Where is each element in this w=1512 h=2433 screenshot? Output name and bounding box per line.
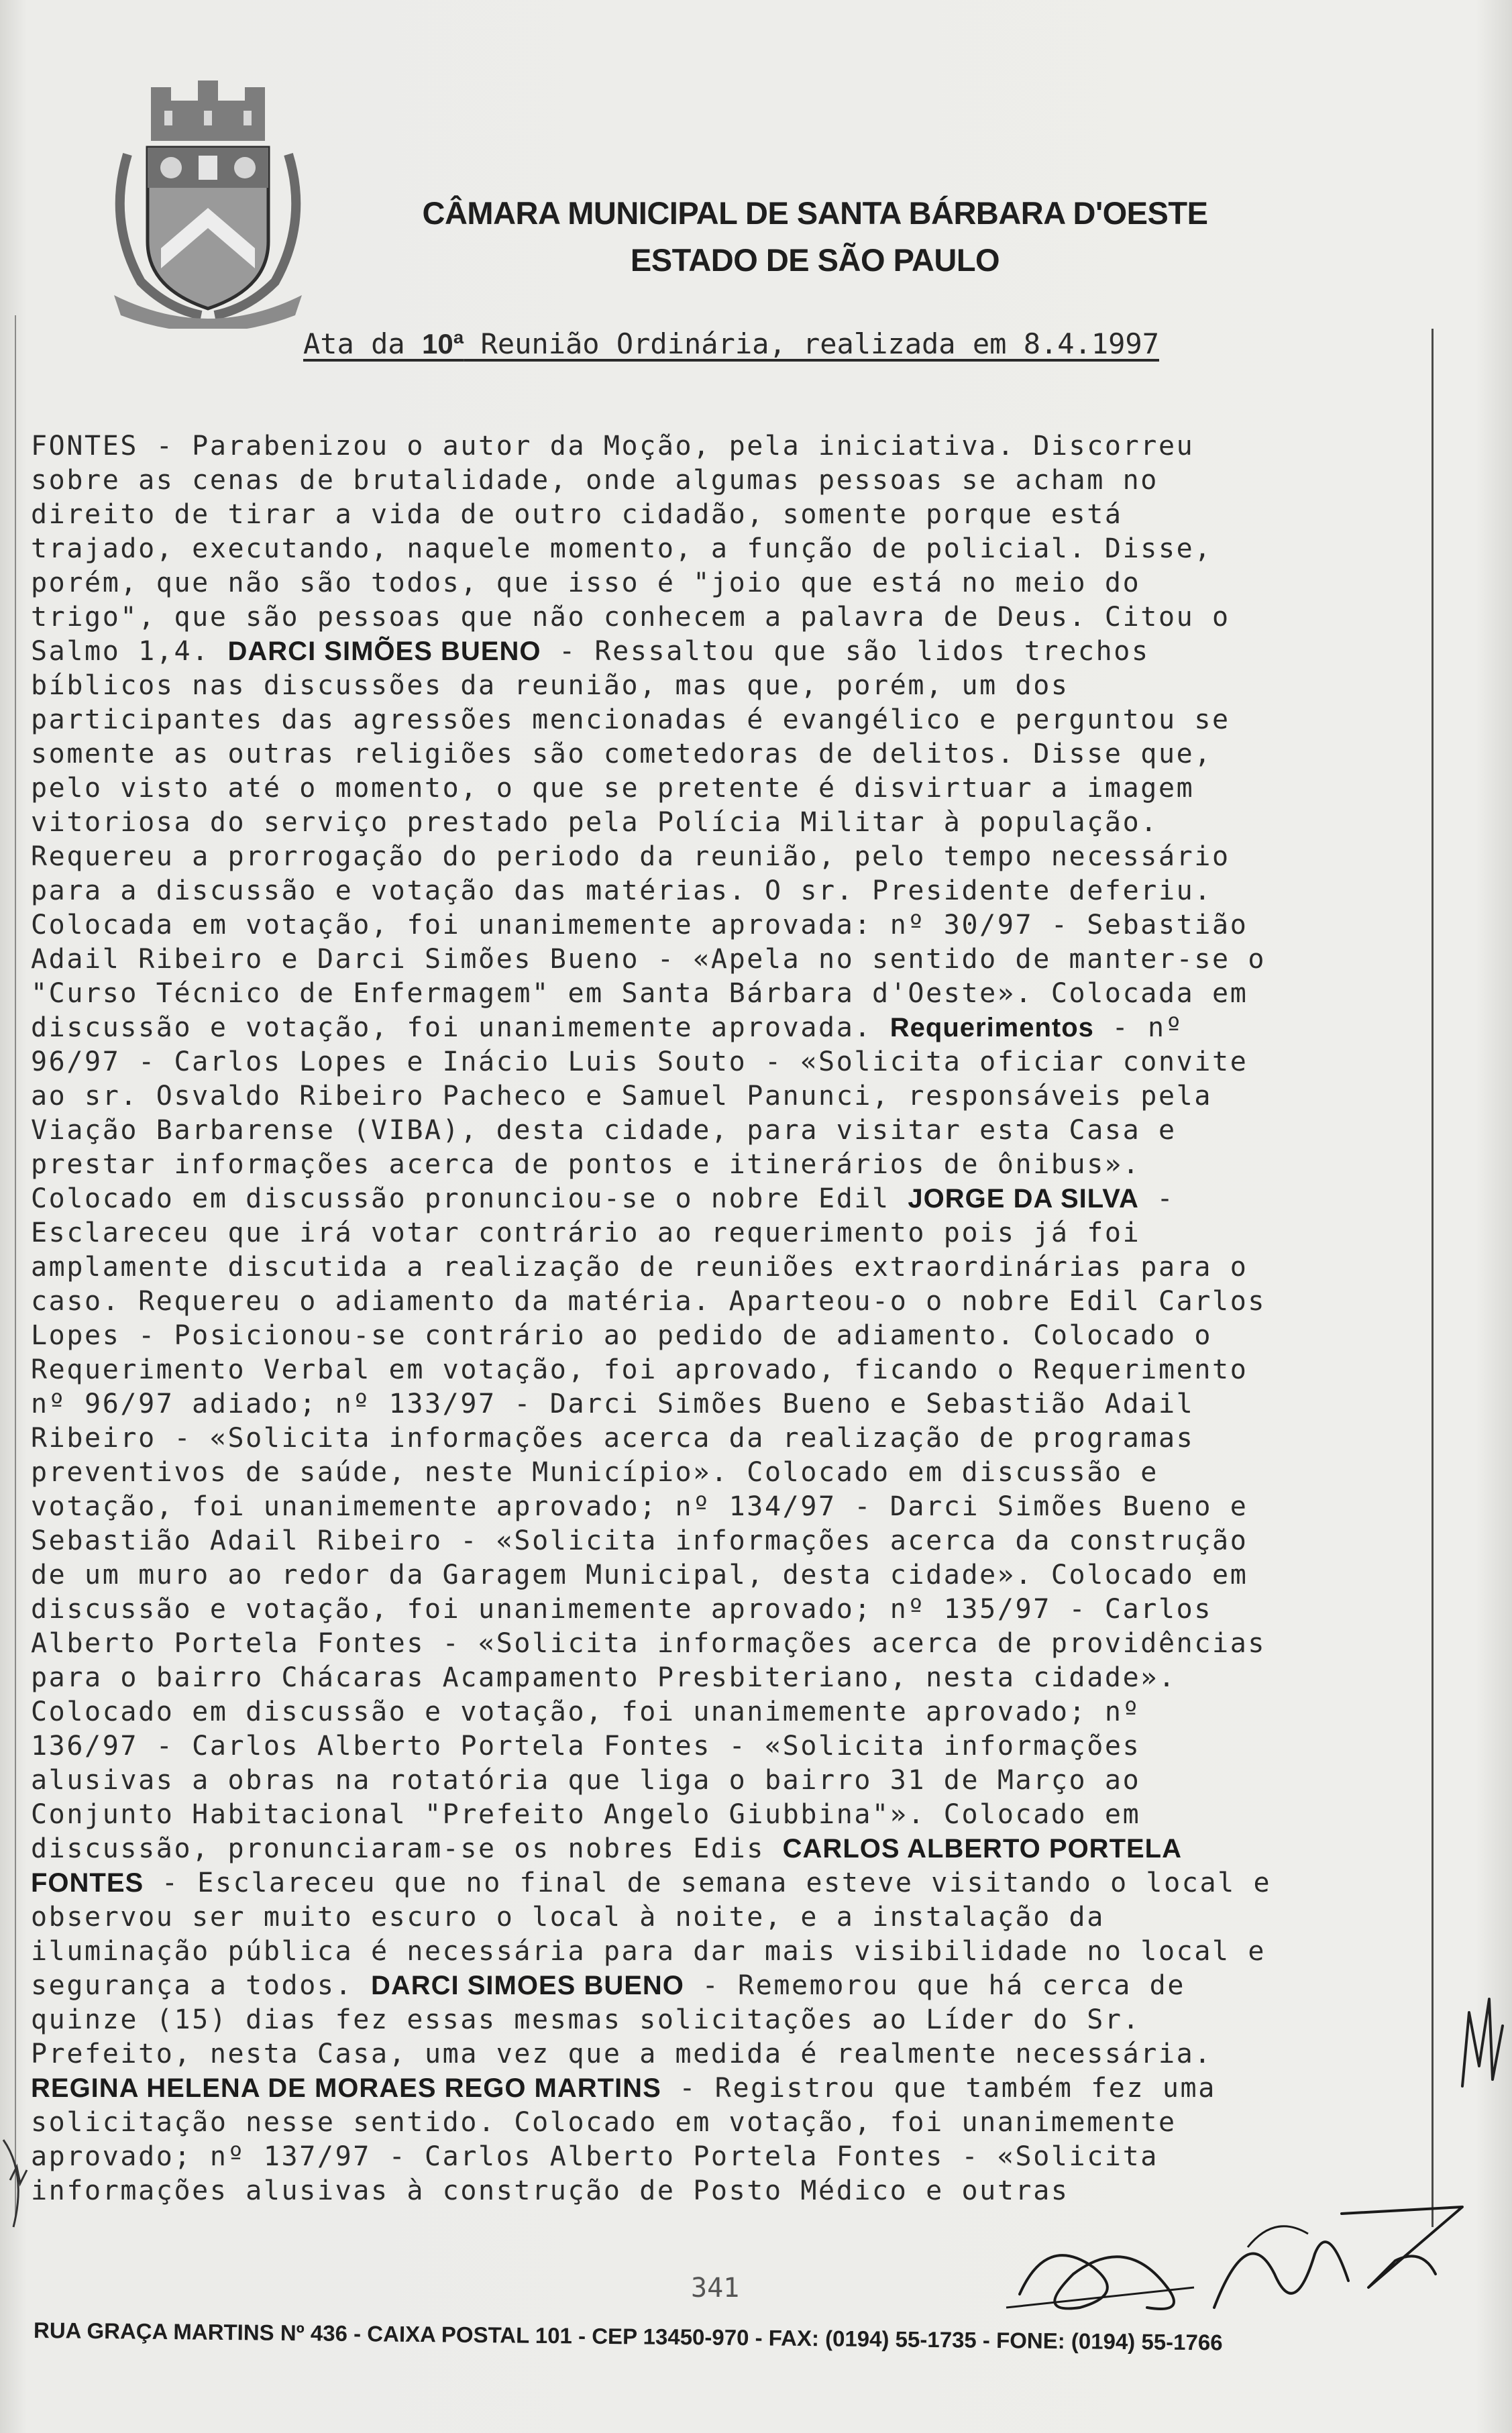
text-line: observou ser muito escuro o local à noite, e a instalação da bbox=[31, 1902, 1105, 1933]
text-line: preventivos de saúde, neste Município». Colocado em discussão e bbox=[31, 1457, 1158, 1488]
margin-handwriting-icon bbox=[0, 2133, 40, 2234]
text-segment: - bbox=[1138, 1183, 1175, 1214]
text-line bbox=[31, 1866, 1430, 1900]
address-footer: RUA GRAÇA MARTINS Nº 436 - CAIXA POSTAL 101 - CEP 13450-970 - FAX: (0194) 55-1735 - FONE: (0194) 55-1766 bbox=[33, 2318, 1223, 2355]
text-line: vitoriosa do serviço prestado pela Polícia Militar à população. bbox=[31, 807, 1158, 838]
text-line: votação, foi unanimemente aprovado; nº 134/97 - Darci Simões Bueno e bbox=[31, 1491, 1248, 1522]
text-line: alusivas a obras na rotatória que liga o bairro 31 de Março ao bbox=[31, 1765, 1141, 1796]
text-line: Adail Ribeiro e Darci Simões Bueno - «Apela no sentido de manter-se o bbox=[31, 944, 1266, 975]
text-line: aprovado; nº 137/97 - Carlos Alberto Portela Fontes - «Solicita bbox=[31, 2141, 1158, 2172]
text-line: discussão e votação, foi unanimemente aprovado; nº 135/97 - Carlos bbox=[31, 1594, 1213, 1625]
text-segment: - nº bbox=[1093, 1012, 1184, 1043]
text-line: Lopes - Posicionou-se contrário ao pedido de adiamento. Colocado o bbox=[31, 1320, 1213, 1351]
text-line: bíblicos nas discussões da reunião, mas que, porém, um dos bbox=[31, 670, 1069, 701]
speaker-name: JORGE DA SILVA bbox=[908, 1184, 1139, 1213]
text-line: Sebastião Adail Ribeiro - «Solicita informações acerca da construção bbox=[31, 1525, 1248, 1556]
text-line: Prefeito, nesta Casa, uma vez que a medida é realmente necessária. bbox=[31, 2039, 1213, 2069]
text-line: ao sr. Osvaldo Ribeiro Pacheco e Samuel Panunci, responsáveis pela bbox=[31, 1081, 1213, 1112]
speaker-name: FONTES bbox=[31, 1868, 144, 1898]
text-line: iluminação pública é necessária para dar mais visibilidade no local e bbox=[31, 1936, 1266, 1967]
minutes-title bbox=[208, 327, 1254, 360]
text-line: 136/97 - Carlos Alberto Portela Fontes - «Solicita informações bbox=[31, 1731, 1141, 1762]
text-line bbox=[31, 635, 1430, 669]
text-line bbox=[31, 1969, 1430, 2003]
text-line: Requerimento Verbal em votação, foi aprovado, ficando o Requerimento bbox=[31, 1354, 1248, 1385]
meeting-number: 10ª bbox=[422, 328, 464, 360]
text-line: Ribeiro - «Solicita informações acerca da realização de programas bbox=[31, 1423, 1195, 1454]
text-line: Viação Barbarense (VIBA), desta cidade, para visitar esta Casa e bbox=[31, 1115, 1177, 1146]
text-line bbox=[31, 1011, 1430, 1045]
council-name-heading: CÂMARA MUNICIPAL DE SANTA BÁRBARA D'OESTE bbox=[422, 195, 1208, 231]
text-line: direito de tirar a vida de outro cidadão, somente porque está bbox=[31, 499, 1123, 530]
text-segment: discussão e votação, foi unanimemente aprovada. bbox=[31, 1012, 890, 1043]
text-line: FONTES - Parabenizou o autor da Moção, pela iniciativa. Discorreu bbox=[31, 431, 1195, 462]
text-line: informações alusivas à construção de Posto Médico e outras bbox=[31, 2175, 1069, 2206]
text-line: trigo", que são pessoas que não conhecem a palavra de Deus. Citou o bbox=[31, 602, 1230, 633]
text-line: caso. Requereu o adiamento da matéria. Aparteou-o o nobre Edil Carlos bbox=[31, 1286, 1266, 1317]
text-line: Colocado em discussão e votação, foi unanimemente aprovado; nº bbox=[31, 1696, 1141, 1727]
text-line: Requereu a prorrogação do periodo da reunião, pelo tempo necessário bbox=[31, 841, 1230, 872]
text-line: "Curso Técnico de Enfermagem" em Santa Bárbara d'Oeste». Colocada em bbox=[31, 978, 1248, 1009]
text-line: participantes das agressões mencionadas é evangélico e perguntou se bbox=[31, 704, 1230, 735]
text-line: para o bairro Chácaras Acampamento Presbiteriano, nesta cidade». bbox=[31, 1662, 1177, 1693]
text-segment: Colocado em discussão pronunciou-se o nobre Edil bbox=[31, 1183, 908, 1214]
text-segment: - Ressaltou que são lidos trechos bbox=[541, 636, 1150, 667]
text-line: pelo visto até o momento, o que se pretente é disvirtuar a imagem bbox=[31, 773, 1195, 804]
text-line bbox=[31, 1832, 1430, 1866]
municipal-coat-of-arms-icon bbox=[101, 74, 315, 329]
text-line: trajado, executando, naquele momento, a função de policial. Disse, bbox=[31, 533, 1213, 564]
text-line: Colocada em votação, foi unanimemente aprovada: nº 30/97 - Sebastião bbox=[31, 910, 1248, 940]
text-line: Alberto Portela Fontes - «Solicita informações acerca de providências bbox=[31, 1628, 1266, 1659]
text-line: nº 96/97 adiado; nº 133/97 - Darci Simões Bueno e Sebastião Adail bbox=[31, 1389, 1195, 1419]
text-segment: - Rememorou que há cerca de bbox=[684, 1970, 1186, 2001]
speaker-name: REGINA HELENA DE MORAES REGO MARTINS bbox=[31, 2073, 661, 2103]
text-line bbox=[31, 2071, 1430, 2106]
text-line: porém, que não são todos, que isso é "joio que está no meio do bbox=[31, 567, 1141, 598]
text-segment: segurança a todos. bbox=[31, 1970, 371, 2001]
text-line: amplamente discutida a realização de reuniões extraordinárias para o bbox=[31, 1252, 1248, 1283]
right-margin-rule bbox=[1432, 329, 1434, 2227]
minutes-title-suffix: Reunião Ordinária, realizada em 8.4.1997 bbox=[464, 327, 1159, 360]
speaker-name: DARCI SIMÕES BUENO bbox=[227, 637, 541, 666]
state-name-heading: ESTADO DE SÃO PAULO bbox=[630, 242, 1000, 278]
text-line: solicitação nesse sentido. Colocado em votação, foi unanimemente bbox=[31, 2107, 1177, 2138]
text-line: Esclareceu que irá votar contrário ao requerimento pois já foi bbox=[31, 1218, 1141, 1248]
minutes-title-prefix: Ata da bbox=[303, 327, 422, 360]
text-line: Conjunto Habitacional "Prefeito Angelo Giubbina"». Colocado em bbox=[31, 1799, 1141, 1830]
text-segment: discussão, pronunciaram-se os nobres Edis bbox=[31, 1833, 783, 1864]
text-line: de um muro ao redor da Garagem Municipal, desta cidade». Colocado em bbox=[31, 1560, 1248, 1590]
text-segment: - Esclareceu que no final de semana esteve visitando o local e bbox=[144, 1868, 1272, 1898]
text-line: prestar informações acerca de pontos e itinerários de ônibus». bbox=[31, 1149, 1141, 1180]
handwritten-initial-icon bbox=[1456, 1986, 1509, 2093]
text-segment: Salmo 1,4. bbox=[31, 636, 228, 667]
text-line: para a discussão e votação das matérias. O sr. Presidente deferiu. bbox=[31, 875, 1213, 906]
text-line: 96/97 - Carlos Lopes e Inácio Luis Souto - «Solicita oficiar convite bbox=[31, 1046, 1248, 1077]
left-margin-rule bbox=[15, 315, 16, 2220]
text-line: somente as outras religiões são cometedoras de delitos. Disse que, bbox=[31, 739, 1213, 769]
page-number: 341 bbox=[691, 2273, 740, 2304]
section-heading: Requerimentos bbox=[889, 1013, 1094, 1042]
speaker-name: CARLOS ALBERTO PORTELA bbox=[782, 1834, 1182, 1863]
speaker-name: DARCI SIMOES BUENO bbox=[370, 1971, 684, 2000]
text-line: sobre as cenas de brutalidade, onde algumas pessoas se acham no bbox=[31, 465, 1158, 496]
signature-icon bbox=[993, 2194, 1476, 2341]
text-line bbox=[31, 1182, 1430, 1216]
text-segment: - Registrou que também fez uma bbox=[661, 2073, 1216, 2104]
text-line: quinze (15) dias fez essas mesmas solicitações ao Líder do Sr. bbox=[31, 2004, 1141, 2035]
minutes-body bbox=[31, 429, 1430, 2208]
